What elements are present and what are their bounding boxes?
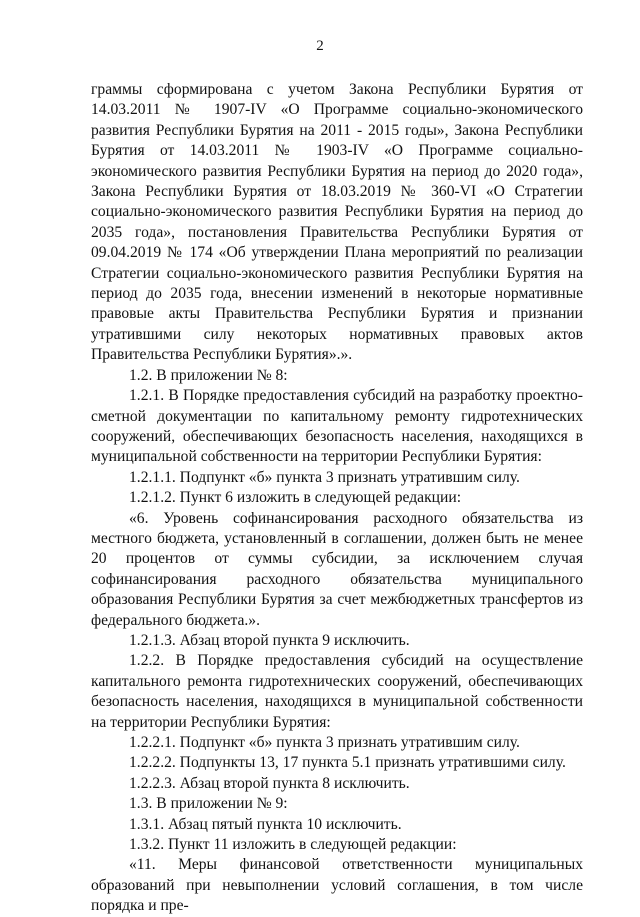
paragraph-1-2-2-2: 1.2.2.2. Подпункты 13, 17 пункта 5.1 признать утратившими силу. [129,754,566,772]
paragraph-1-3-2: 1.3.2. Пункт 11 изложить в следующей редакции: [129,836,457,854]
paragraph-1-2-1-1: 1.2.1.1. Подпункт «б» пункта 3 признать утратившим силу. [129,468,520,486]
paragraph-1-3: 1.3. В приложении № 9: [129,795,288,813]
paragraph-1-2-2: 1.2.2. В Порядке предоставления субсидий на осуществление капитального ремонта гидротехнических сооружений, обеспечивающих безопасность населения, находящихся в муниципальной собственности на территории Республики Бурятия: [91,652,583,731]
paragraph-1-2-2-3: 1.2.2.3. Абзац второй пункта 8 исключить. [129,774,410,792]
paragraph-1-3-1: 1.3.1. Абзац пятый пункта 10 исключить. [129,815,402,833]
paragraph-point-6-text: «6. Уровень софинансирования расходного обязательства из местного бюджета, установленный в соглашении, должен быть не менее 20 процентов от суммы субсидии, за исключением случая софинансирования расходного обязательства муниципального образования Республики Бурятия за счет межбюджетных трансфертов из федерального бюджета.». [91,509,583,629]
paragraph-1-2-1: 1.2.1. В Порядке предоставления субсидий на разработку проектно-сметной документации по капитальному ремонту гидротехнических сооружений, обеспечивающих безопасность населения, находящихся в муниципальной собственности на территории Республики Бурятия: [91,387,583,466]
document-body [91,80,583,917]
paragraph-1-2: 1.2. В приложении № 8: [129,366,288,384]
paragraph-1-2-1-3: 1.2.1.3. Абзац второй пункта 9 исключить. [129,631,410,649]
paragraph-legal-basis: граммы сформирована с учетом Закона Республики Бурятия от 14.03.2011 № 1907-IV «О Программе социально-экономического развития Республики Бурятия на 2011 - 2015 годы», Закона Республики Бурятия от 14.03.2011 № 1903-IV «О Программе социально-экономического развития Республики Бурятия на период до 2020 года», Закона Республики Бурятия от 18.03.2019 № 360-VI «О Стратегии социально-экономического развития Республики Бурятия на период до 2035 года», постановления Правительства Республики Бурятия от 09.04.2019 № 174 «Об утверждении Плана мероприятий по реализации Стратегии социально-экономического развития Республики Бурятия на период до 2035 года, внесении изменений в некоторые нормативные правовые акты Правительства Республики Бурятия и признании утратившими силу некоторых нормативных правовых актов Правительства Республики Бурятия».». [91,81,583,364]
page-number: 2 [316,38,324,54]
paragraph-1-2-2-1: 1.2.2.1. Подпункт «б» пункта 3 признать утратившим силу. [129,734,520,751]
paragraph-1-2-1-2: 1.2.1.2. Пункт 6 изложить в следующей редакции: [129,489,462,507]
paragraph-point-11-text: «11. Меры финансовой ответственности муниципальных образований при невыполнении условий соглашения, в том числе порядка и пре- [91,856,583,915]
